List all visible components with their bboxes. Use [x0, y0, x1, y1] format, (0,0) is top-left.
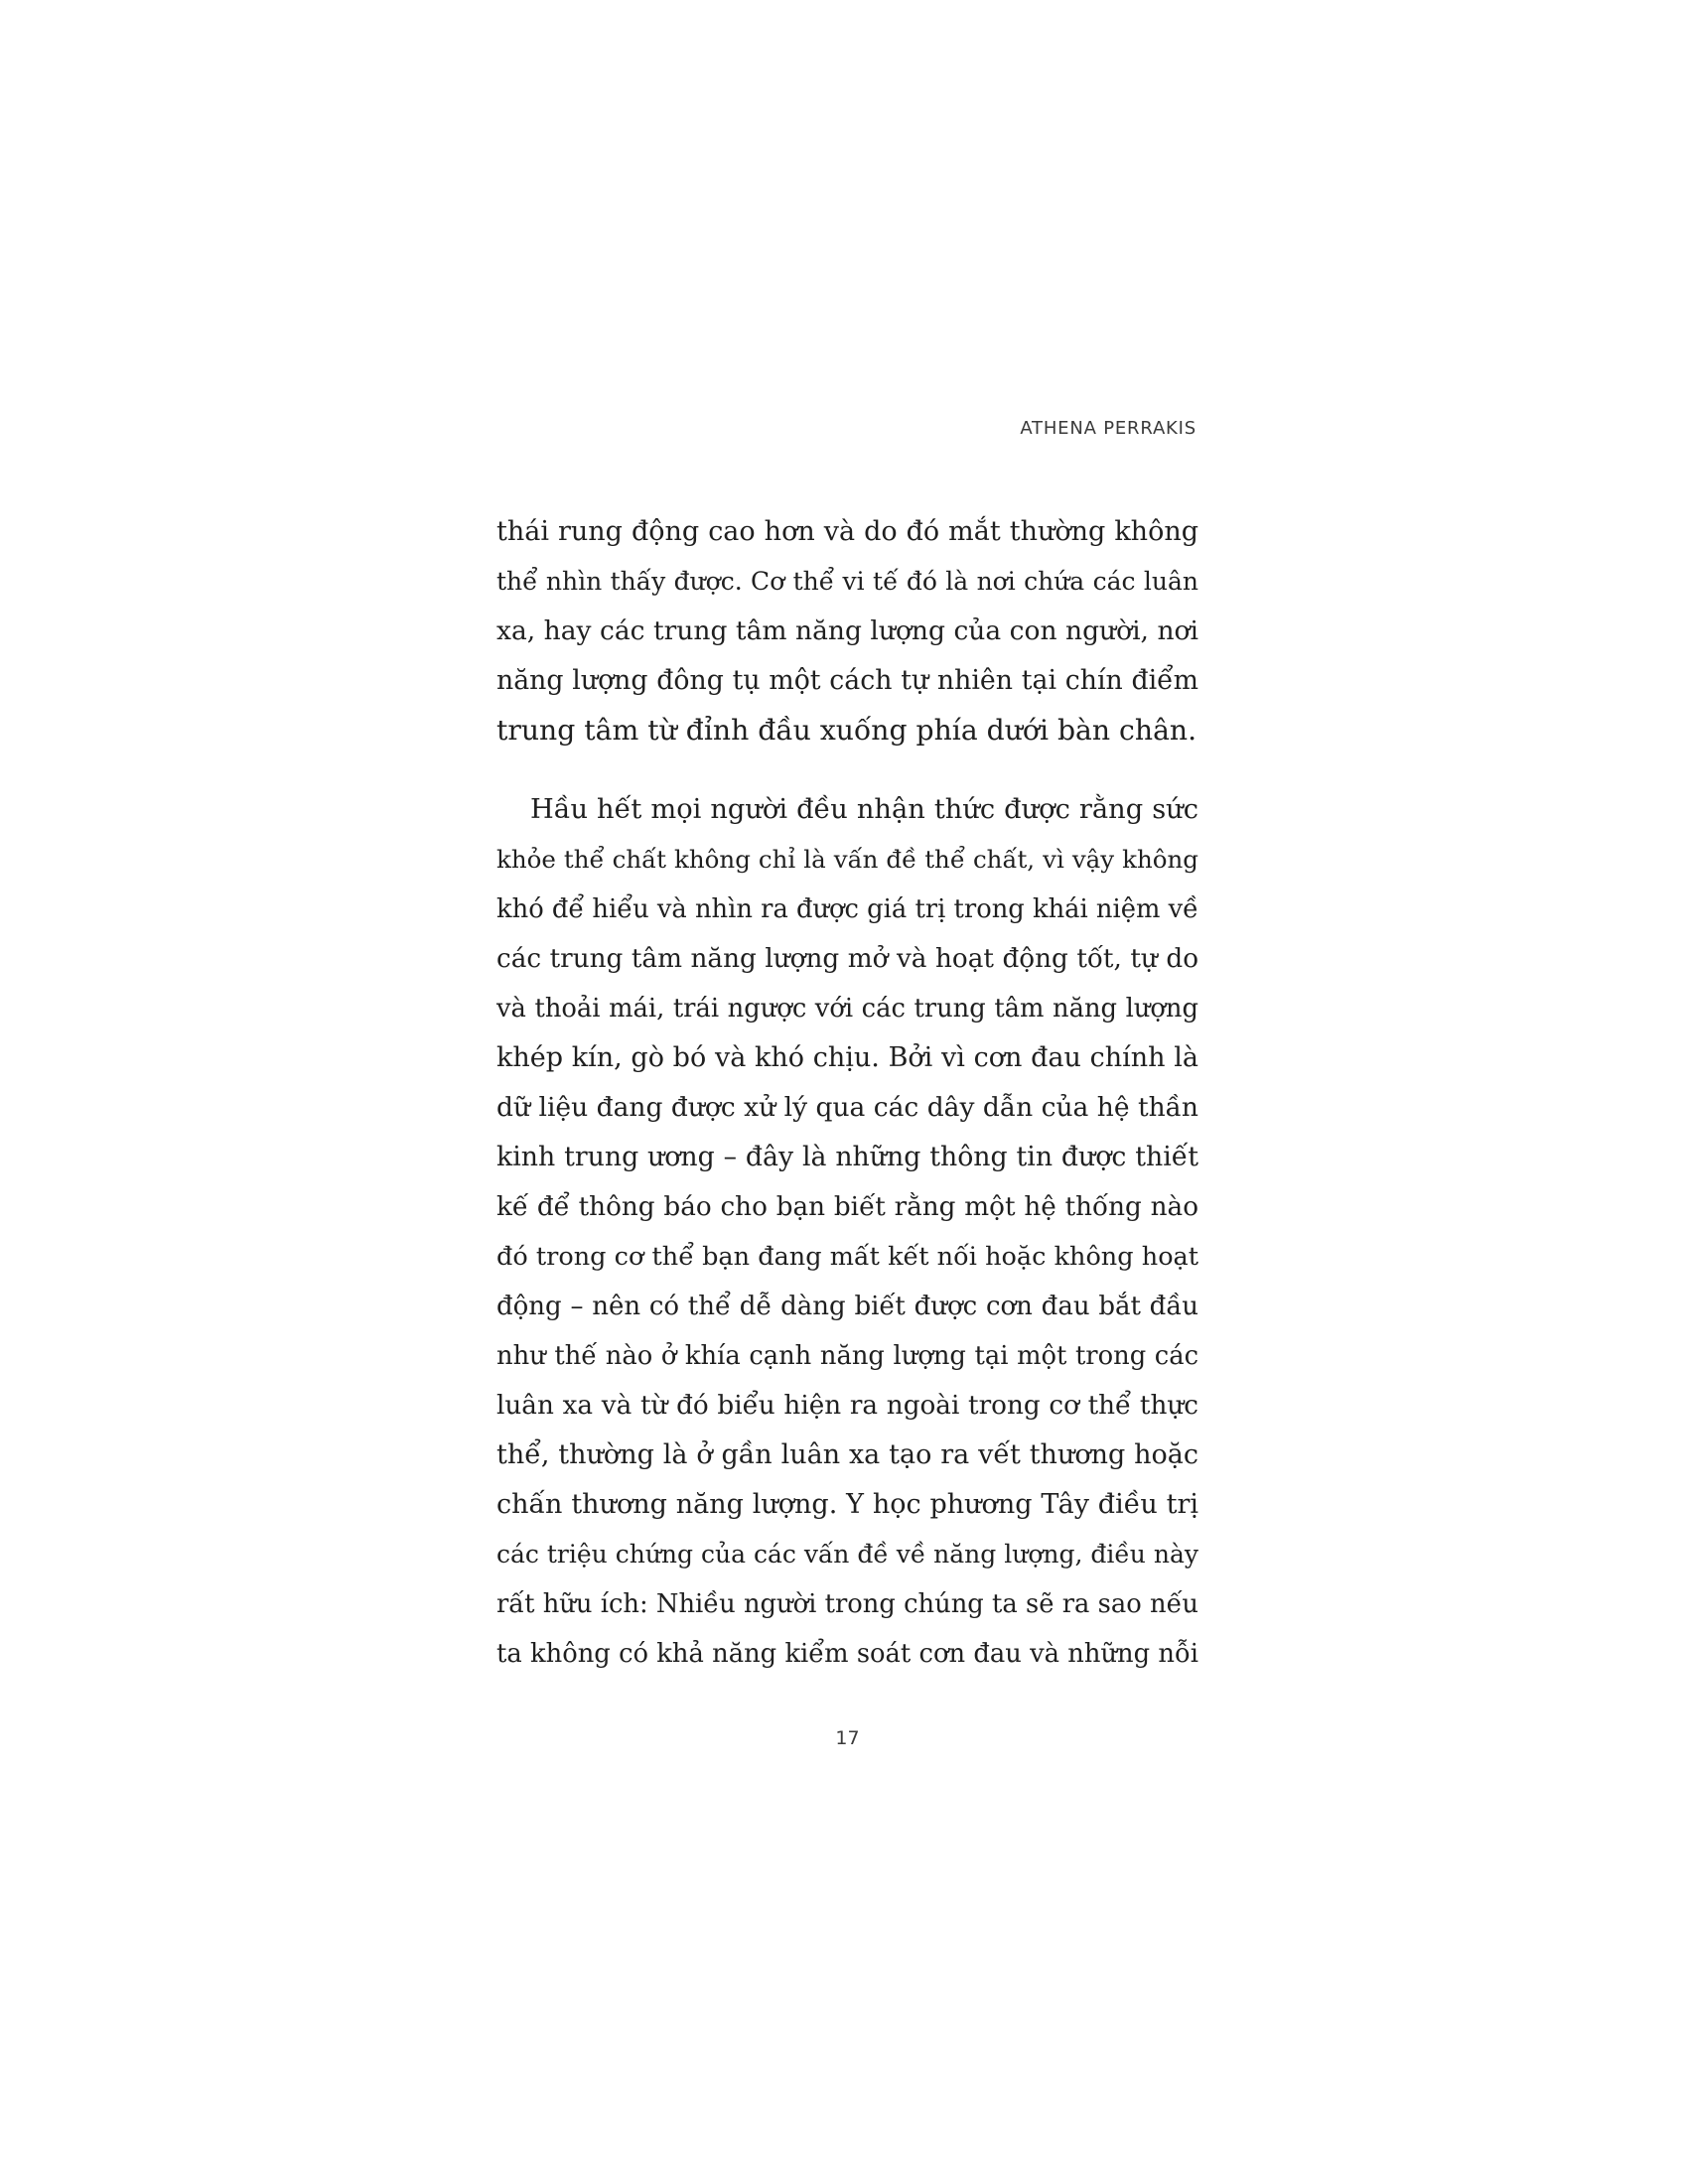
text-line: các trung tâm năng lượng mở và hoạt động tốt, tự do: [496, 944, 1198, 974]
text-line: và thoải mái, trái ngược với các trung tâm năng lượng: [496, 994, 1198, 1024]
text-line: kế để thông báo cho bạn biết rằng một hệ thống nào: [496, 1192, 1198, 1222]
text-line: như thế nào ở khía cạnh năng lượng tại một trong các: [496, 1341, 1198, 1371]
text-line: thái rung động cao hơn và do đó mắt thường không: [496, 516, 1198, 547]
text-line: luân xa và từ đó biểu hiện ra ngoài trong cơ thể thực: [496, 1391, 1198, 1421]
paragraph-break: [496, 755, 1198, 785]
running-header: ATHENA PERRAKIS: [1020, 418, 1196, 439]
body-text: [496, 507, 1198, 1679]
text-line: khép kín, gò bó và khó chịu. Bởi vì cơn đau chính là: [496, 1042, 1198, 1073]
text-line: khỏe thể chất không chỉ là vấn đề thể chất, vì vậy không: [496, 845, 1198, 874]
text-line: chấn thương năng lượng. Y học phương Tây điều trị: [496, 1489, 1198, 1520]
text-line: khó để hiểu và nhìn ra được giá trị trong khái niệm về: [496, 894, 1198, 924]
text-line: các triệu chứng của các vấn đề về năng lượng, điều này: [496, 1540, 1198, 1569]
text-line: năng lượng đông tụ một cách tự nhiên tại chín điểm: [496, 665, 1198, 696]
text-line: xa, hay các trung tâm năng lượng của con người, nơi: [496, 615, 1198, 646]
text-line: động – nên có thể dễ dàng biết được cơn đau bắt đầu: [496, 1292, 1198, 1321]
text-line: ta không có khả năng kiểm soát cơn đau và những nỗi: [496, 1639, 1198, 1669]
text-line: rất hữu ích: Nhiều người trong chúng ta sẽ ra sao nếu: [496, 1589, 1198, 1619]
text-line: đó trong cơ thể bạn đang mất kết nối hoặc không hoạt: [496, 1242, 1198, 1272]
text-line: trung tâm từ đỉnh đầu xuống phía dưới bàn chân.: [496, 714, 1197, 747]
page-number: 17: [835, 1727, 860, 1749]
text-line: thể nhìn thấy được. Cơ thể vi tế đó là nơi chứa các luân: [496, 567, 1198, 596]
text-line: kinh trung ương – đây là những thông tin được thiết: [496, 1142, 1198, 1172]
text-line: thể, thường là ở gần luân xa tạo ra vết thương hoặc: [496, 1439, 1198, 1470]
text-line: dữ liệu đang được xử lý qua các dây dẫn của hệ thần: [496, 1092, 1198, 1123]
text-line: Hầu hết mọi người đều nhận thức được rằng sức: [530, 794, 1198, 825]
